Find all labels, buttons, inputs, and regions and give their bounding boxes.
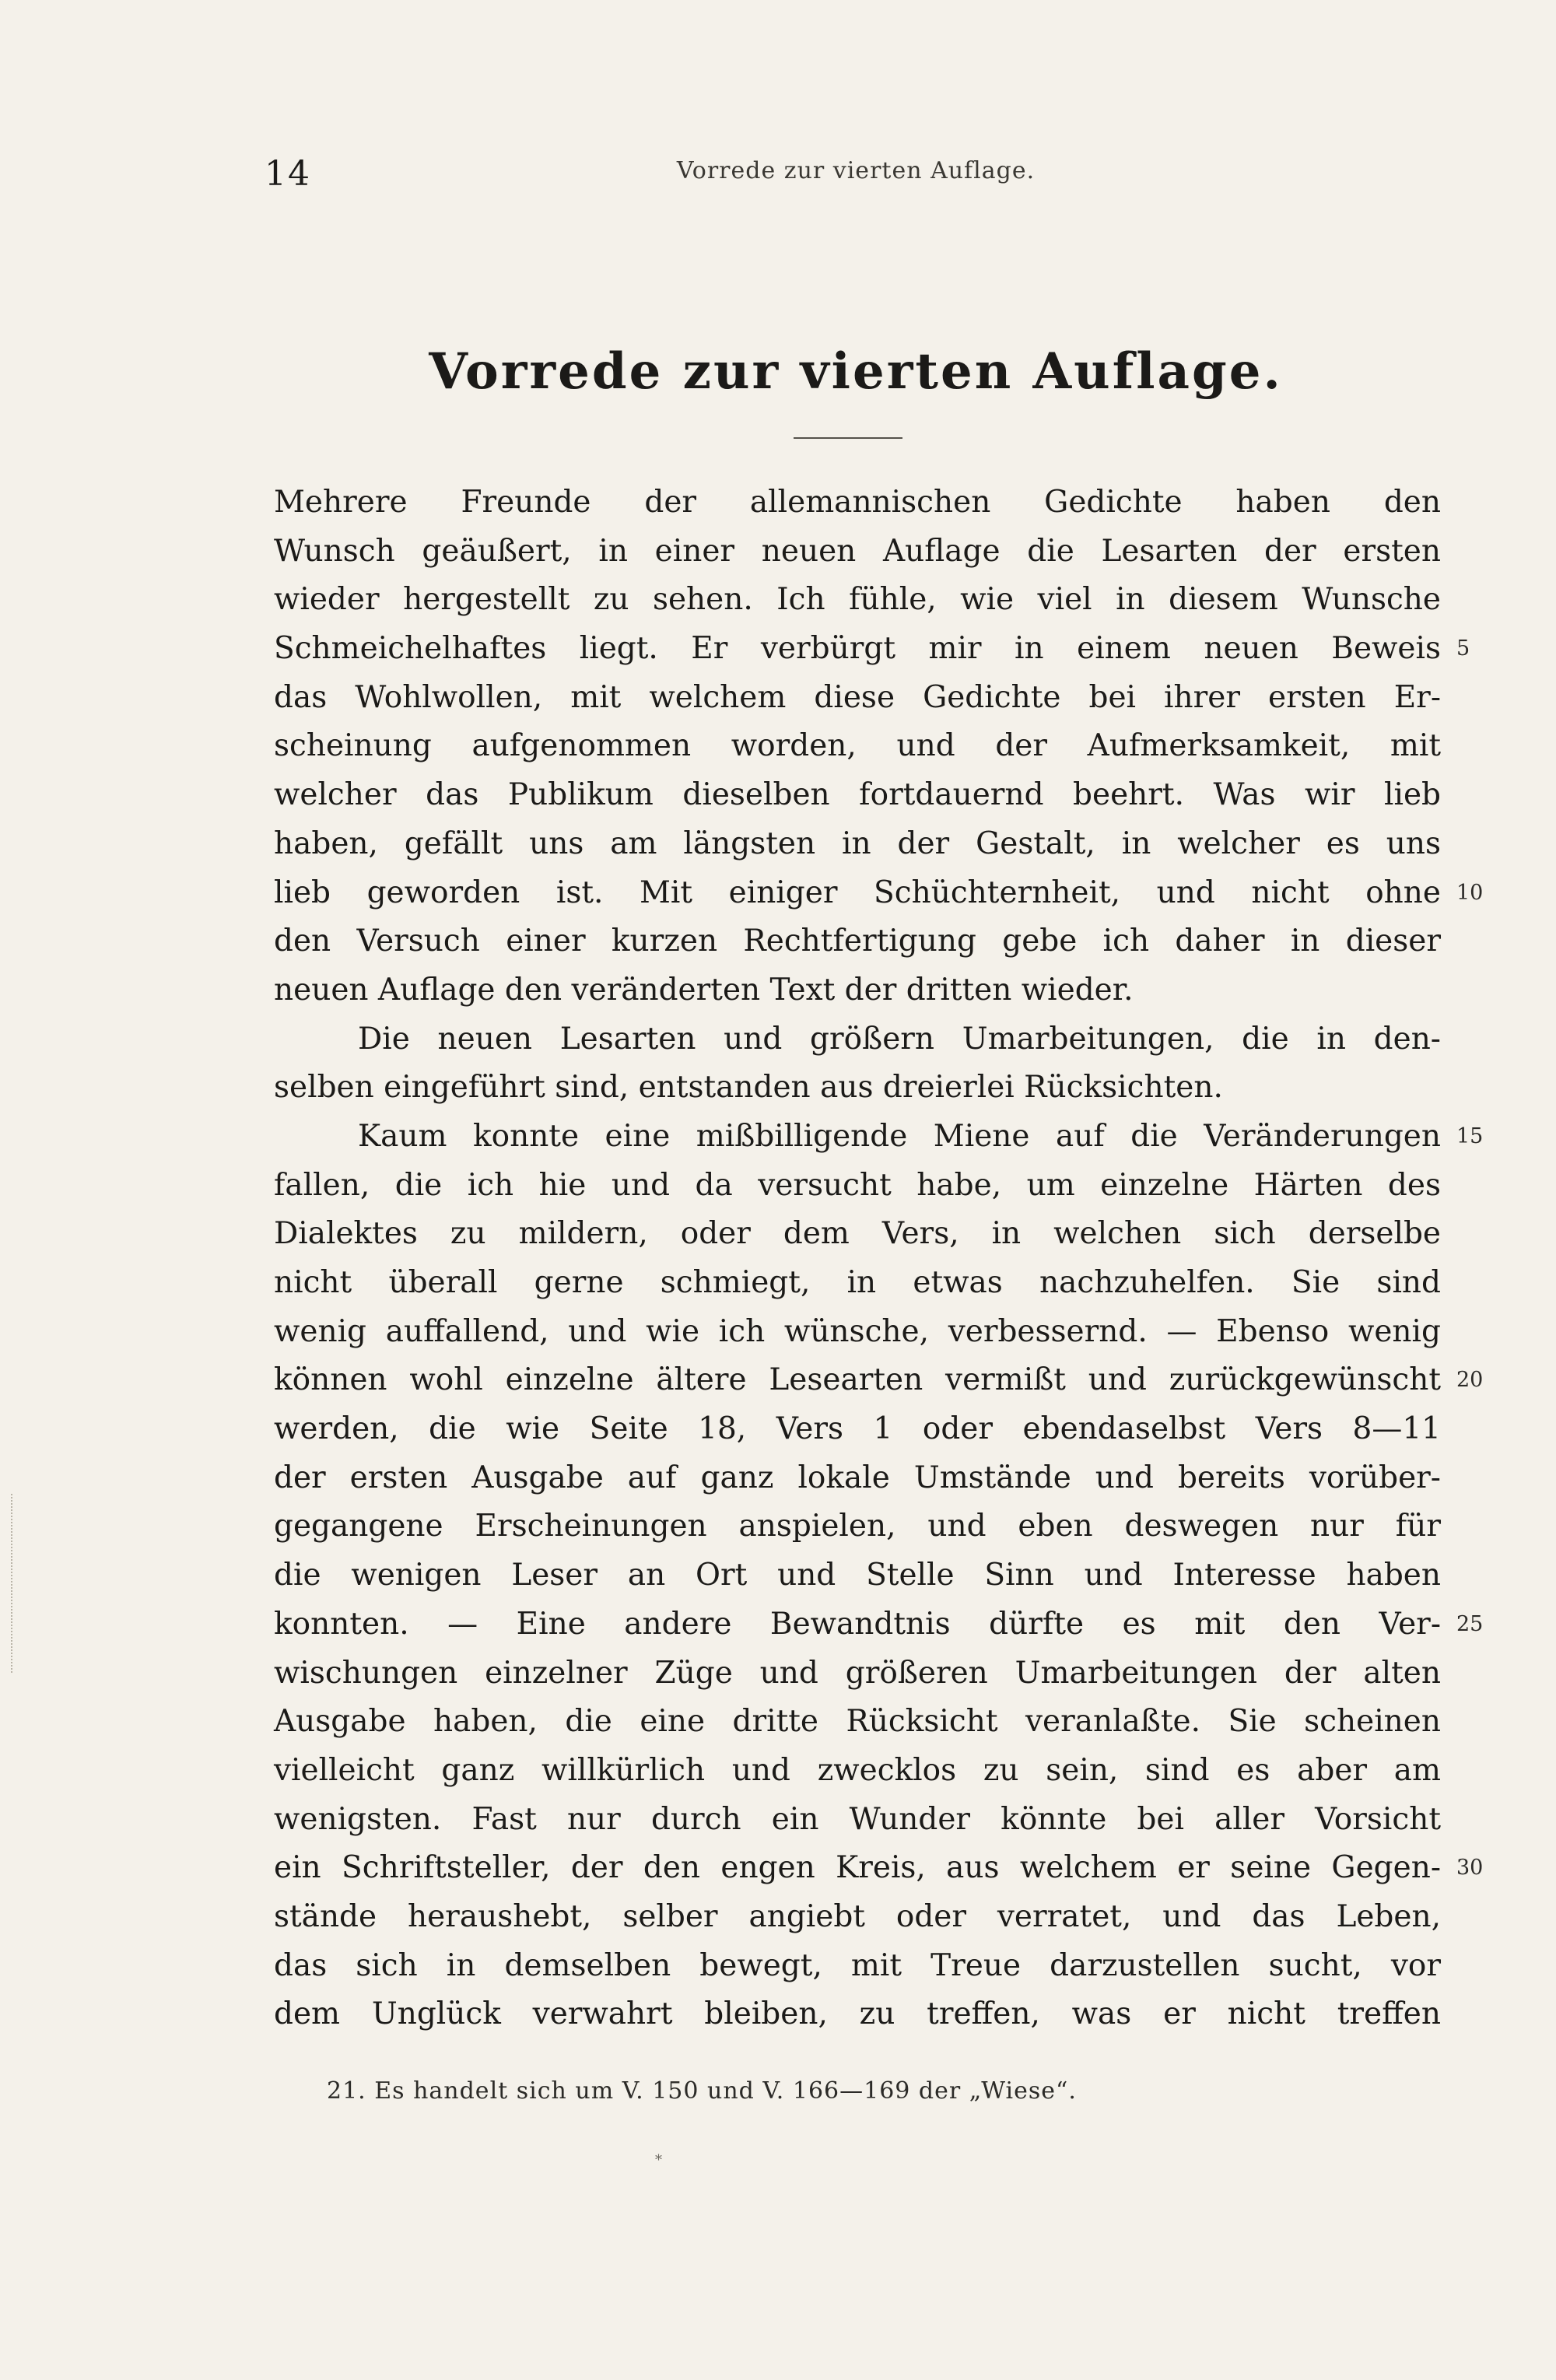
scan-edge-marks	[11, 1494, 19, 1673]
page-number: 14	[265, 154, 311, 194]
line-text: das Wohlwollen, mit welchem diese Gedichte bei ihrer ersten Er-	[274, 679, 1441, 715]
line-text: Mehrere Freunde der allemannischen Gedichte haben den	[274, 485, 1441, 520]
text-line	[274, 576, 1441, 625]
text-line	[274, 1844, 1484, 1893]
line-number: 20	[1456, 1368, 1484, 1393]
line-text: Ausgabe haben, die eine dritte Rücksicht veranlaßte. Sie scheinen	[274, 1704, 1441, 1740]
text-line	[274, 1356, 1484, 1405]
line-text: wischungen einzelner Züge und größeren Umarbeitungen der alten	[274, 1655, 1441, 1691]
text-line	[274, 917, 1441, 966]
line-text: Kaum konnte eine mißbilligende Miene auf die Veränderungen	[358, 1118, 1441, 1154]
line-text: dem Unglück verwahrt bleiben, zu treffen, was er nicht treffen	[274, 1996, 1441, 2032]
line-text: gegangene Erscheinungen anspielen, und eben deswegen nur für	[274, 1509, 1441, 1544]
text-line	[274, 1113, 1484, 1162]
line-text: nicht überall gerne schmiegt, in etwas nachzuhelfen. Sie sind	[274, 1265, 1441, 1300]
line-text: können wohl einzelne ältere Lesearten vermißt und zurückgewünscht	[274, 1362, 1441, 1398]
line-text: wenigsten. Fast nur durch ein Wunder könnte bei aller Vorsicht	[274, 1801, 1441, 1837]
chapter-title: Vorrede zur vierten Auflage.	[429, 342, 1283, 401]
line-text: neuen Auflage den veränderten Text der dritten wieder.	[274, 972, 1134, 1008]
line-text: ein Schriftsteller, der den engen Kreis, aus welchem er seine Gegen-	[274, 1850, 1441, 1886]
text-line	[274, 528, 1441, 577]
line-text: welcher das Publikum dieselben fortdauernd beehrt. Was wir lieb	[274, 777, 1441, 813]
text-line	[274, 1747, 1441, 1796]
line-number: 30	[1456, 1856, 1484, 1881]
line-text: der ersten Ausgabe auf ganz lokale Umstände und bereits vorüber-	[274, 1460, 1441, 1495]
line-number: 10	[1456, 880, 1484, 905]
line-text: die wenigen Leser an Ort und Stelle Sinn und Interesse haben	[274, 1558, 1441, 1593]
text-line	[274, 1893, 1441, 1942]
text-line	[274, 1210, 1441, 1259]
text-line	[274, 1649, 1441, 1698]
line-text: Die neuen Lesarten und größern Umarbeitungen, die in den-	[358, 1021, 1441, 1057]
text-line	[274, 478, 1441, 528]
body-text	[274, 478, 1484, 2039]
text-line	[274, 1942, 1441, 1991]
text-line	[274, 1259, 1441, 1308]
line-text: Dialektes zu mildern, oder dem Vers, in welchen sich derselbe	[274, 1216, 1441, 1252]
line-text: scheinung aufgenommen worden, und der Aufmerksamkeit, mit	[274, 728, 1441, 764]
line-text: wenig auffallend, und wie ich wünsche, verbessernd. — Ebenso wenig	[274, 1313, 1441, 1349]
text-line	[274, 771, 1441, 820]
line-text: werden, die wie Seite 18, Vers 1 oder ebendaselbst Vers 8—11	[274, 1411, 1441, 1447]
text-line	[274, 1990, 1441, 2039]
line-text: wieder hergestellt zu sehen. Ich fühle, wie viel in diesem Wunsche	[274, 582, 1441, 618]
text-line	[274, 1405, 1441, 1454]
text-line	[274, 625, 1470, 674]
text-line	[274, 1454, 1441, 1503]
text-line	[274, 1551, 1441, 1600]
line-text: haben, gefällt uns am längsten in der Gestalt, in welcher es uns	[274, 825, 1441, 861]
footnote: 21. Es handelt sich um V. 150 und V. 166—169 der „Wiese“.	[327, 2077, 1077, 2105]
text-line	[274, 722, 1441, 771]
text-line	[274, 1162, 1441, 1211]
running-head	[265, 154, 1447, 201]
text-line	[274, 1064, 1441, 1113]
line-number: 15	[1456, 1123, 1484, 1148]
line-text: selben eingeführt sind, entstanden aus dreierlei Rücksichten.	[274, 1070, 1223, 1106]
text-line	[274, 869, 1484, 918]
line-number: 5	[1456, 636, 1470, 661]
line-text: das sich in demselben bewegt, mit Treue darzustellen sucht, vor	[274, 1947, 1441, 1983]
text-line	[274, 1600, 1484, 1649]
text-line	[274, 1308, 1441, 1357]
line-text: den Versuch einer kurzen Rechtfertigung gebe ich daher in dieser	[274, 924, 1441, 959]
line-number: 25	[1456, 1611, 1484, 1636]
text-line	[274, 820, 1441, 869]
text-line	[274, 1502, 1441, 1551]
title-rule	[794, 437, 902, 439]
line-text: stände heraushebt, selber angiebt oder verratet, und das Leben,	[274, 1898, 1441, 1934]
running-title: Vorrede zur vierten Auflage.	[676, 157, 1036, 184]
line-text: fallen, die ich hie und da versucht habe, um einzelne Härten des	[274, 1167, 1441, 1203]
text-line	[274, 674, 1441, 723]
line-text: lieb geworden ist. Mit einiger Schüchternheit, und nicht ohne	[274, 875, 1441, 910]
line-text: Wunsch geäußert, in einer neuen Auflage die Lesarten der ersten	[274, 533, 1441, 569]
text-line	[274, 1796, 1441, 1845]
bottom-mark: *	[655, 2152, 662, 2168]
text-line	[274, 1015, 1441, 1064]
line-text: vielleicht ganz willkürlich und zwecklos zu sein, sind es aber am	[274, 1752, 1441, 1788]
line-text: Schmeichelhaftes liegt. Er verbürgt mir in einem neuen Beweis	[274, 631, 1441, 667]
text-line	[274, 1698, 1441, 1747]
line-text: konnten. — Eine andere Bewandtnis dürfte es mit den Ver-	[274, 1606, 1441, 1642]
text-line	[274, 966, 1441, 1015]
